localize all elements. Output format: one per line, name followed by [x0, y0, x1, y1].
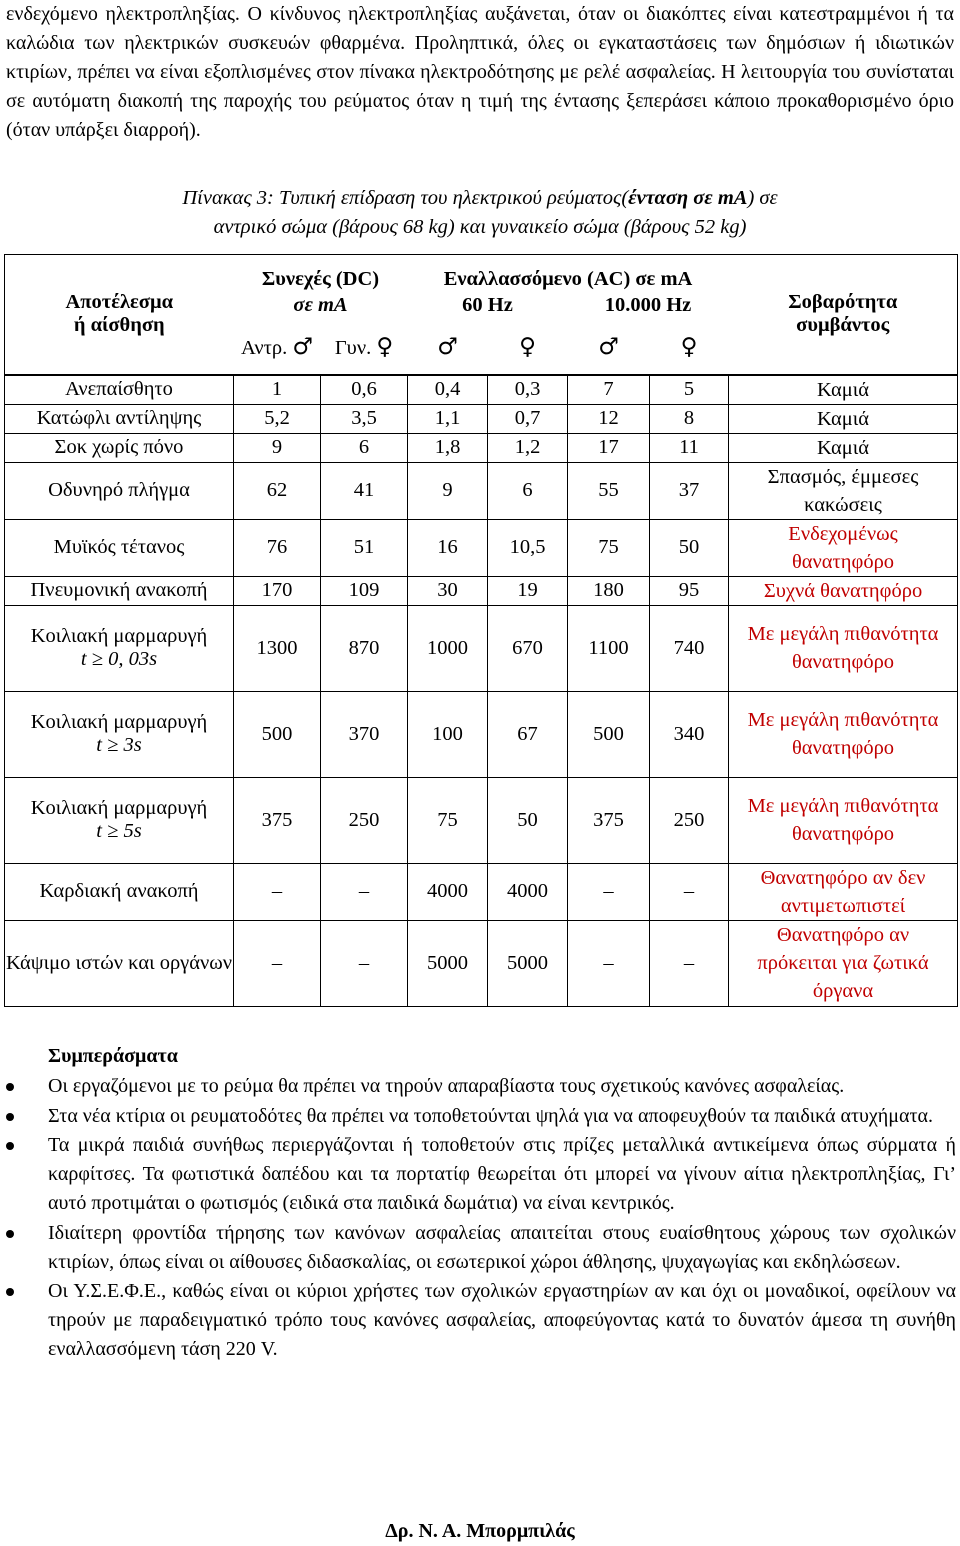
effect-label: Καρδιακή ανακοπή — [39, 880, 199, 902]
header-ac-label: Εναλλασσόμενο (AC) σε mA — [443, 267, 693, 290]
male-symbol-icon: ♂ — [598, 334, 619, 360]
effect-label: Ανεπαίσθητο — [65, 378, 173, 400]
value-cell: 50 — [650, 519, 729, 576]
male-symbol-icon: ♂ — [292, 334, 313, 360]
table-row — [5, 519, 958, 576]
value-cell: – — [568, 920, 650, 1006]
value-cell: 1,1 — [408, 404, 488, 433]
value-cell: 95 — [650, 576, 729, 605]
header-dc-line2: σε mA — [293, 294, 348, 316]
value-cell: – — [321, 920, 408, 1006]
value-cell: 51 — [321, 519, 408, 576]
table-row — [5, 375, 958, 405]
conclusion-text: Οι Υ.Σ.Ε.Φ.Ε., καθώς είναι οι κύριοι χρήστες των σχολικών εργαστηρίων αν και όχι οι μοναδικοί, οφείλουν να τηρούν με παραδειγματικό τρόπο τους κανόνες ασφαλείας, αποφεύγοντας κατά το δυνατόν άμεσα τη συνήθη εναλλασσόμενη τάση 220 V. — [48, 1280, 956, 1360]
male-symbol-icon: ♂ — [437, 334, 458, 360]
current-effects-table — [4, 254, 958, 1007]
conclusions-section — [48, 1042, 956, 1365]
header-dc-male — [234, 321, 321, 375]
value-cell: 250 — [650, 777, 729, 863]
value-cell: 500 — [234, 691, 321, 777]
value-cell: 170 — [234, 576, 321, 605]
effect-label: Κοιλιακή μαρμαρυγή — [30, 797, 208, 819]
value-cell: 740 — [650, 605, 729, 691]
conclusion-text: Στα νέα κτίρια οι ρευματοδότες θα πρέπει να τοποθετούνται ψηλά για να αποφευχθούν τα παιδικά ατυχήματα. — [48, 1104, 933, 1127]
effect-cell — [5, 691, 234, 777]
table-row — [5, 605, 958, 691]
value-cell: 250 — [321, 777, 408, 863]
value-cell: 19 — [488, 576, 568, 605]
female-symbol-icon: ♀ — [680, 334, 698, 360]
value-cell: 3,5 — [321, 404, 408, 433]
value-cell: 1,2 — [488, 433, 568, 462]
value-cell: 5,2 — [234, 404, 321, 433]
table-row — [5, 404, 958, 433]
effect-label: Κατώφλι αντίληψης — [36, 407, 202, 429]
value-cell: 5 — [650, 375, 729, 405]
value-cell: 5000 — [488, 920, 568, 1006]
value-cell: 180 — [568, 576, 650, 605]
value-cell: 0,4 — [408, 375, 488, 405]
conclusion-text: Τα μικρά παιδιά συνήθως περιεργάζονται ή τοποθετούν στις πρίζες μεταλλικά αντικείμενα όπως σύρματα ή καρφίτσες. Τα φωτιστικά δαπέδου και τα πορτατίφ θεωρείται ότι μπορεί να γίνουν αίτια ηλεκτροπληξίας, Γι’ αυτό προτιμάται ο φωτισμός (ειδικά στα παιδικά δωμάτια) να είναι κεντρικός. — [48, 1134, 956, 1214]
effect-cell — [5, 605, 234, 691]
conclusion-item — [48, 1277, 956, 1363]
effect-label: Κάψιμο ιστών και οργάνων — [5, 951, 233, 974]
severity-cell: Καμιά — [729, 433, 958, 462]
value-cell: 67 — [488, 691, 568, 777]
conclusion-item — [48, 1102, 956, 1131]
value-cell: 375 — [568, 777, 650, 863]
header-result-line2: ή αίσθηση — [73, 314, 165, 337]
severity-cell: Συχνά θανατηφόρο — [729, 576, 958, 605]
value-cell: 9 — [408, 462, 488, 519]
header-ac10k-male — [568, 321, 650, 375]
effect-label: Κοιλιακή μαρμαρυγή — [30, 625, 208, 647]
table-row — [5, 863, 958, 920]
conclusion-text: Ιδιαίτερη φροντίδα τήρησης των κανόνων ασφαλείας απαιτείται στους ευαίσθητους χώρους των σχολικών κτιρίων, όπως είναι οι αίθουσες διδασκαλίας, οι εσωτερικοί χώροι άθλησης, ψυχαγωγίας και εκδηλώσεων. — [48, 1221, 956, 1273]
table-row — [5, 691, 958, 777]
conclusion-item — [48, 1131, 956, 1217]
header-dc-line1: Συνεχές (DC) — [234, 255, 408, 291]
value-cell: 76 — [234, 519, 321, 576]
value-cell: 0,6 — [321, 375, 408, 405]
value-cell: – — [650, 863, 729, 920]
effect-cell — [5, 576, 234, 605]
value-cell: 75 — [408, 777, 488, 863]
value-cell: 30 — [408, 576, 488, 605]
effect-label: Μυϊκός τέτανος — [53, 536, 185, 558]
severity-cell: Ενδεχομένως θανατηφόρο — [729, 519, 958, 576]
effect-cell — [5, 519, 234, 576]
header-ac60-female — [488, 321, 568, 375]
conclusions-list — [48, 1072, 956, 1364]
conclusions-title: Συμπεράσματα — [48, 1045, 178, 1067]
header-dc-female — [321, 321, 408, 375]
header-ac-10000hz: 10.000 Hz — [604, 294, 692, 316]
effect-label: Κοιλιακή μαρμαρυγή — [30, 711, 208, 733]
header-severity-line1: Σοβαρότητα — [788, 291, 898, 314]
female-symbol-icon: ♀ — [376, 334, 394, 360]
severity-cell: Με μεγάλη πιθανότητα θανατηφόρο — [729, 691, 958, 777]
value-cell: – — [568, 863, 650, 920]
value-cell: 10,5 — [488, 519, 568, 576]
value-cell: 1100 — [568, 605, 650, 691]
effect-label: Οδυνηρό πλήγμα — [48, 479, 190, 501]
conclusion-text: Οι εργαζόμενοι με το ρεύμα θα πρέπει να τηρούν απαραβίαστα τους σχετικούς κανόνες ασφαλείας. — [48, 1074, 845, 1097]
table-caption — [60, 184, 900, 242]
author-signature: Δρ. Ν. Α. Μπορμπιλάς — [385, 1520, 575, 1542]
value-cell: 870 — [321, 605, 408, 691]
value-cell: 12 — [568, 404, 650, 433]
header-ac60-male — [408, 321, 488, 375]
bullet-icon — [6, 1113, 14, 1121]
value-cell: 4000 — [488, 863, 568, 920]
value-cell: 62 — [234, 462, 321, 519]
value-cell: 1000 — [408, 605, 488, 691]
value-cell: 16 — [408, 519, 488, 576]
value-cell: 11 — [650, 433, 729, 462]
caption-prefix: Πίνακας 3: — [182, 187, 274, 209]
value-cell: 75 — [568, 519, 650, 576]
bullet-icon — [6, 1230, 14, 1238]
value-cell: 100 — [408, 691, 488, 777]
effect-label: Σοκ χωρίς πόνο — [54, 436, 184, 458]
value-cell: 109 — [321, 576, 408, 605]
value-cell: 41 — [321, 462, 408, 519]
caption-part2: ) σε — [747, 187, 778, 209]
male-label: Αντρ. — [241, 337, 288, 359]
female-symbol-icon: ♀ — [519, 334, 536, 360]
caption-line2: αντρικό σώμα (βάρους 68 kg) και γυναικείο σώμα (βάρους 52 kg) — [213, 216, 747, 238]
bullet-icon — [6, 1288, 14, 1296]
effect-cell — [5, 404, 234, 433]
value-cell: 6 — [488, 462, 568, 519]
severity-cell: Καμιά — [729, 404, 958, 433]
table-row — [5, 920, 958, 1006]
value-cell: 0,3 — [488, 375, 568, 405]
conclusion-item — [48, 1219, 956, 1277]
duration-condition: t ≥ 0, 03s — [80, 648, 158, 670]
value-cell: 4000 — [408, 863, 488, 920]
value-cell: 55 — [568, 462, 650, 519]
intro-paragraph: ενδεχόμενο ηλεκτροπληξίας. Ο κίνδυνος ηλεκτροπληξίας αυξάνεται, όταν οι διακόπτες είναι κατεστραμμένοι ή τα καλώδια των ηλεκτρικών συσκευών φθαρμένα. Προληπτικά, όλες οι εγκαταστάσεις των δημόσιων ή ιδιωτικών κτιρίων, πρέπει να είναι εξοπλισμένες στον πίνακα ηλεκτροδότησης με ρελέ ασφαλείας. Η λειτουργία του συνίσταται σε αυτόματη διακοπή της παροχής του ρεύματος όταν η τιμή της έντασης ξεπεράσει κάποιο προκαθορισμένο όριο (όταν υπάρξει διαρροή). — [6, 3, 954, 141]
conclusion-item — [48, 1072, 956, 1101]
table-row — [5, 576, 958, 605]
header-ac10k-female — [650, 321, 729, 375]
value-cell: 17 — [568, 433, 650, 462]
effect-label: Πνευμονική ανακοπή — [30, 579, 208, 601]
bullet-icon — [6, 1142, 14, 1150]
table-row — [5, 777, 958, 863]
table-row — [5, 433, 958, 462]
value-cell: 9 — [234, 433, 321, 462]
header-result — [5, 255, 234, 375]
value-cell: – — [321, 863, 408, 920]
caption-bold: ένταση σε mA — [628, 187, 748, 209]
severity-cell: Θανατηφόρο αν πρόκειται για ζωτικά όργανα — [729, 920, 958, 1006]
female-label: Γυν. — [334, 337, 372, 359]
severity-cell: Θανατηφόρο αν δεν αντιμετωπιστεί — [729, 863, 958, 920]
effect-cell — [5, 433, 234, 462]
value-cell: 340 — [650, 691, 729, 777]
header-result-line1: Αποτέλεσμα — [65, 291, 174, 314]
severity-cell: Με μεγάλη πιθανότητα θανατηφόρο — [729, 605, 958, 691]
value-cell: 1,8 — [408, 433, 488, 462]
effect-cell — [5, 920, 234, 1006]
duration-condition: t ≥ 3s — [96, 734, 142, 756]
header-severity-line2: συμβάντος — [796, 314, 890, 337]
effect-cell — [5, 863, 234, 920]
header-severity — [729, 255, 958, 375]
header-ac-line1 — [408, 255, 729, 291]
effect-cell — [5, 462, 234, 519]
value-cell: 50 — [488, 777, 568, 863]
severity-cell: Με μεγάλη πιθανότητα θανατηφόρο — [729, 777, 958, 863]
severity-cell: Σπασμός, έμμεσες κακώσεις — [729, 462, 958, 519]
value-cell: 375 — [234, 777, 321, 863]
value-cell: 7 — [568, 375, 650, 405]
value-cell: 5000 — [408, 920, 488, 1006]
value-cell: – — [234, 863, 321, 920]
value-cell: 37 — [650, 462, 729, 519]
value-cell: 670 — [488, 605, 568, 691]
value-cell: 370 — [321, 691, 408, 777]
bullet-icon — [6, 1083, 14, 1091]
value-cell: – — [234, 920, 321, 1006]
value-cell: 0,7 — [488, 404, 568, 433]
effect-cell — [5, 375, 234, 405]
severity-cell: Καμιά — [729, 375, 958, 405]
header-ac-60hz: 60 Hz — [462, 294, 513, 316]
value-cell: 8 — [650, 404, 729, 433]
value-cell: 1 — [234, 375, 321, 405]
caption-part1: Τυπική επίδραση του ηλεκτρικού ρεύματος( — [273, 187, 629, 209]
value-cell: 6 — [321, 433, 408, 462]
duration-condition: t ≥ 5s — [96, 820, 142, 842]
effect-cell — [5, 777, 234, 863]
value-cell: 500 — [568, 691, 650, 777]
value-cell: 1300 — [234, 605, 321, 691]
value-cell: – — [650, 920, 729, 1006]
table-row — [5, 462, 958, 519]
